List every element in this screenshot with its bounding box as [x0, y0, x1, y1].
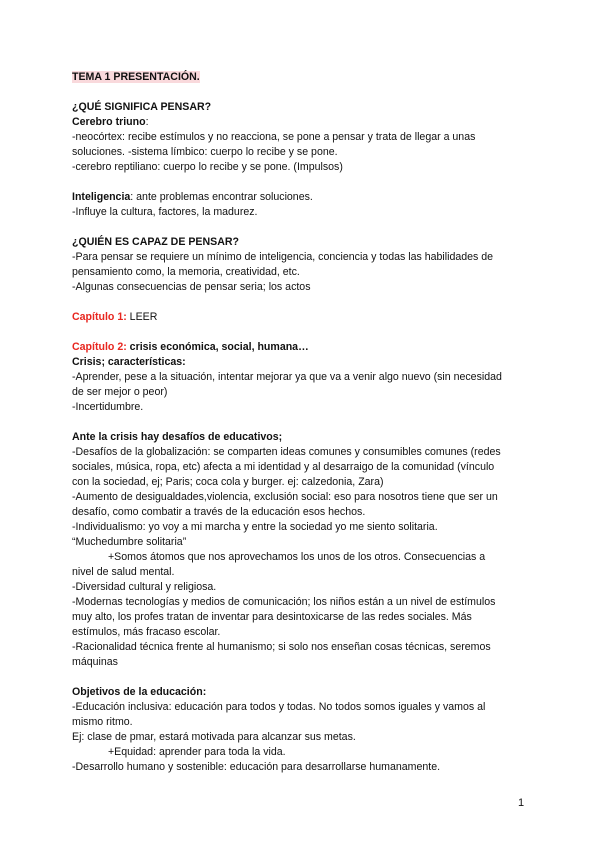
text-line: pensamiento como, la memoria, creatividad, etc.: [72, 266, 300, 278]
text-line: -Modernas tecnologías y medios de comunicación; los niños están a un nivel de estímulos: [72, 596, 496, 608]
chapter-1-heading: Capítulo 1: LEER: [72, 311, 158, 323]
text-line: -Algunas consecuencias de pensar seria; los actos: [72, 281, 311, 293]
text-line: soluciones. -sistema límbico: cuerpo lo recibe y se pone.: [72, 146, 338, 158]
text-line: -Aumento de desigualdades,violencia, exclusión social: eso para nosotros tiene que ser un: [72, 491, 498, 503]
document-body: [72, 70, 532, 775]
text-line: -Desarrollo humano y sostenible: educación para desarrollarse humanamente.: [72, 761, 441, 773]
text-line: -cerebro reptiliano: cuerpo lo recibe y se pone. (Impulsos): [72, 161, 343, 173]
text-line: +Somos átomos que nos aprovechamos los unos de los otros. Consecuencias a: [108, 551, 486, 563]
text-line: -Para pensar se requiere un mínimo de inteligencia, conciencia y todas las habilidades de: [72, 251, 494, 263]
text-line: de ser mejor o peor): [72, 386, 168, 398]
section-heading-pensar: ¿QUÉ SIGNIFICA PENSAR?: [72, 101, 212, 113]
text-line: máquinas: [72, 656, 118, 668]
text-line: sociales, música, ropa, etc) afecta a mi identidad y al desarraigo de la comunidad (vínculo: [72, 461, 495, 473]
text-line: desafío, como combatir a través de la educación esos hechos.: [72, 506, 366, 518]
text-line: +Equidad: aprender para toda la vida.: [108, 746, 286, 758]
text-line: “Muchedumbre solitaria”: [72, 536, 187, 548]
text-line: -Racionalidad técnica frente al humanismo; si solo nos enseñan cosas técnicas, seremos: [72, 641, 491, 653]
text-line: -Desafíos de la globalización: se comparten ideas comunes y consumibles comunes (redes: [72, 446, 501, 458]
text-line: -Influye la cultura, factores, la madurez.: [72, 206, 258, 218]
chapter-2-heading: Capítulo 2: crisis económica, social, humana…: [72, 341, 309, 353]
text-line: estímulos, más fracaso escolar.: [72, 626, 221, 638]
text-line: nivel de salud mental.: [72, 566, 175, 578]
text-line: Ej: clase de pmar, estará motivada para alcanzar sus metas.: [72, 731, 356, 743]
subheading-crisis: Crisis; características:: [72, 356, 186, 368]
section-heading-objetivos: Objetivos de la educación:: [72, 686, 207, 698]
text-line: -Incertidumbre.: [72, 401, 144, 413]
text-line: con la sociedad, ej; Paris; coca cola y burger. ej: calzedonia, Zara): [72, 476, 384, 488]
text-line: -Aprender, pese a la situación, intentar mejorar ya que va a venir algo nuevo (sin necesidad: [72, 371, 502, 383]
text-line: muy alto, los profes tratan de inventar para desintoxicarse de las redes sociales. Más: [72, 611, 472, 623]
text-line: -neocórtex: recibe estímulos y no reacciona, se pone a pensar y trata de llegar a unas: [72, 131, 476, 143]
page-number: 1: [518, 797, 525, 809]
section-heading-desafios: Ante la crisis hay desafíos de educativos;: [72, 431, 283, 443]
text-line: -Individualismo: yo voy a mi marcha y entre la sociedad yo me siento solitaria.: [72, 521, 438, 533]
inteligencia-line: Inteligencia: ante problemas encontrar soluciones.: [72, 191, 313, 203]
text-line: -Educación inclusiva: educación para todos y todas. No todos somos iguales y vamos al: [72, 701, 486, 713]
text-line: mismo ritmo.: [72, 716, 133, 728]
subheading-cerebro: Cerebro triuno:: [72, 116, 149, 128]
document-title: TEMA 1 PRESENTACIÓN.: [72, 71, 200, 83]
section-heading-quien: ¿QUIÉN ES CAPAZ DE PENSAR?: [72, 236, 239, 248]
text-line: -Diversidad cultural y religiosa.: [72, 581, 217, 593]
